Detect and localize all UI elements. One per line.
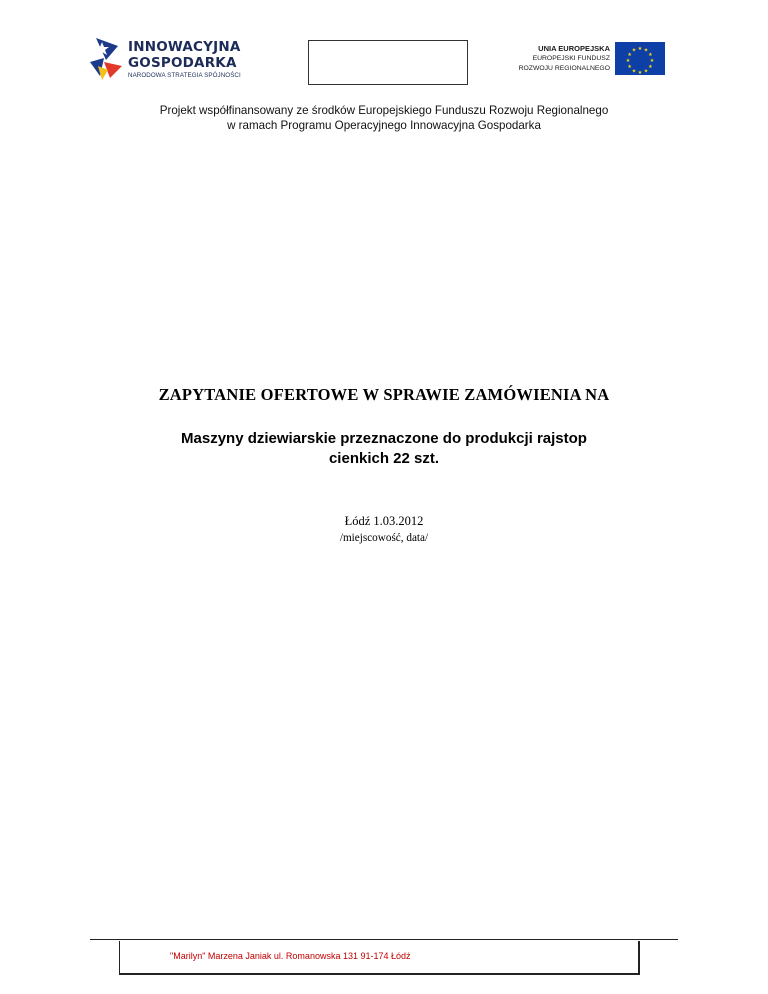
funding-line2: w ramach Programu Operacyjnego Innowacyjna Gospodarka [227, 119, 541, 132]
place-date-caption: /miejscowość, data/ [339, 532, 429, 544]
eu-text-line3: ROZWOJU REGIONALNEGO [518, 65, 610, 72]
svg-text:★: ★ [648, 52, 653, 58]
funding-line1: Projekt współfinansowany ze środków Europejskiego Funduszu Rozwoju Regionalnego [159, 104, 609, 117]
svg-text:★: ★ [649, 58, 655, 64]
svg-text:★: ★ [637, 46, 643, 52]
logo-text-line2: GOSPODARKA [128, 55, 237, 71]
subtitle-line2: cienkich 22 szt. [328, 450, 440, 467]
eu-text-line1: UNIA EUROPEJSKA [538, 44, 610, 53]
svg-text:★: ★ [643, 68, 649, 75]
svg-text:★: ★ [625, 58, 631, 64]
svg-text:★: ★ [627, 64, 632, 70]
logo-text-line3: NARODOWA STRATEGIA SPÓJNOŚCI [128, 72, 241, 79]
footer-address: "Marilyn" Marzena Janiak ul. Romanowska 131 91-174 Łódź [170, 951, 411, 961]
place-date: Łódź 1.03.2012 [344, 514, 424, 528]
innowacyjna-gospodarka-logo-icon [88, 36, 126, 80]
document-title: ZAPYTANIE OFERTOWE W SPRAWIE ZAMÓWIENIA NA [158, 385, 610, 404]
svg-text:★: ★ [631, 47, 637, 54]
svg-text:★: ★ [637, 70, 643, 75]
svg-text:★: ★ [648, 64, 653, 70]
svg-text:★: ★ [643, 47, 649, 54]
document-subtitle [0, 429, 768, 469]
subtitle-line1: Maszyny dziewiarskie przeznaczone do produkcji rajstop [181, 430, 587, 447]
eu-text-line2: EUROPEJSKI FUNDUSZ [532, 55, 610, 62]
funding-note [0, 103, 768, 133]
eu-flag-icon [615, 42, 665, 75]
innowacyjna-gospodarka-logo [88, 36, 258, 82]
header-empty-box [308, 40, 468, 85]
eu-logo-text [519, 44, 610, 74]
svg-text:★: ★ [627, 52, 632, 58]
logo-text-line1: INNOWACYJNA [128, 39, 241, 55]
svg-text:★: ★ [631, 68, 637, 75]
footer-rule [90, 939, 678, 940]
